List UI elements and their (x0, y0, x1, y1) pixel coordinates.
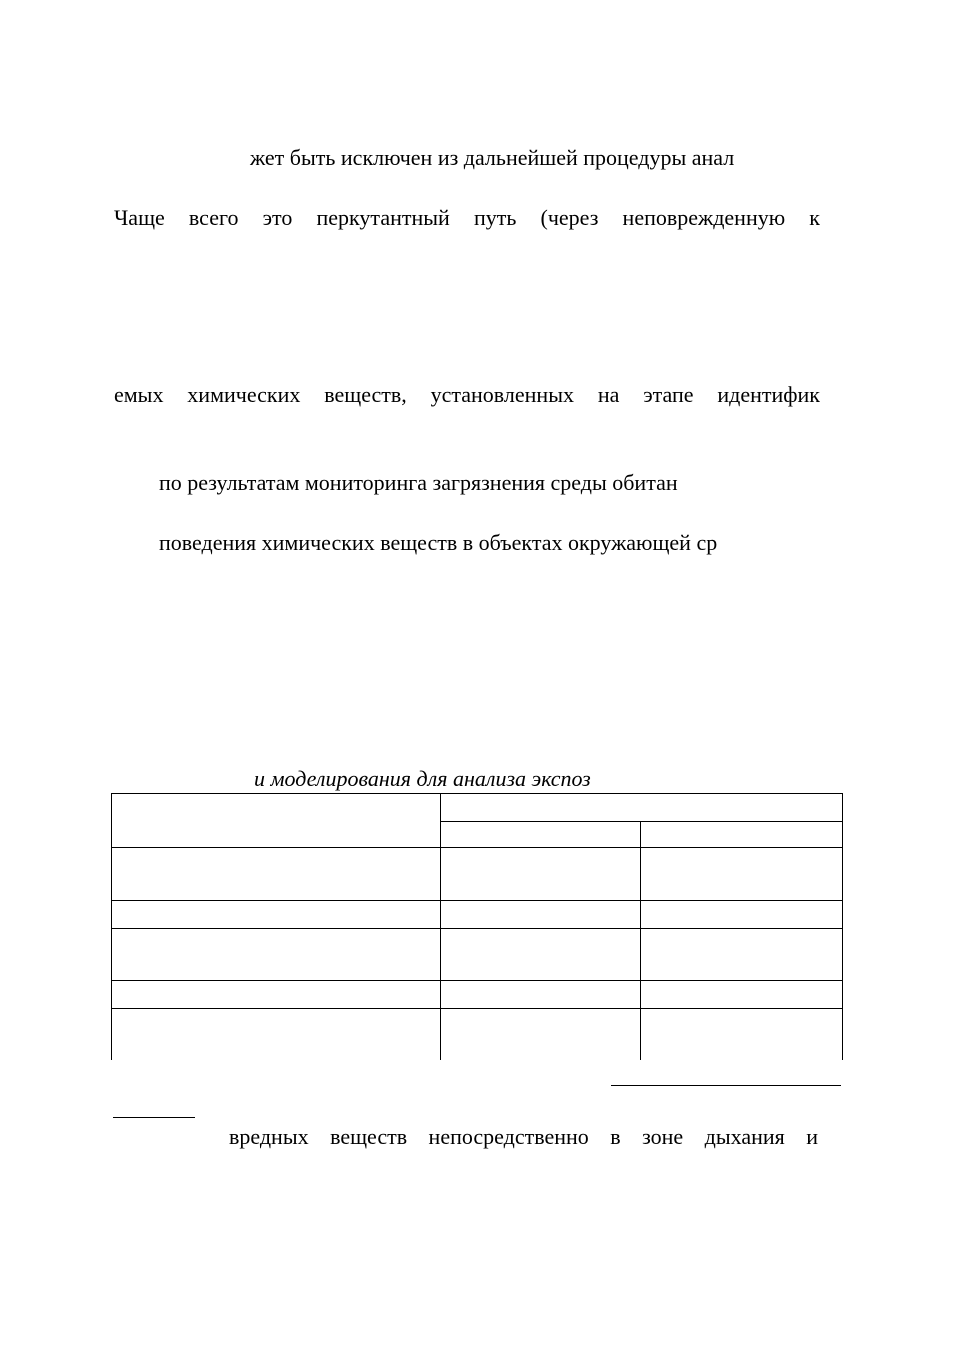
table-row-divider (111, 1008, 842, 1009)
table-border-left (111, 793, 112, 1060)
footnote-rule (113, 1117, 195, 1118)
paragraph-line-4: по результатам мониторинга загрязнения среды обитан (159, 470, 678, 495)
paragraph-line-1: жет быть исключен из дальнейшей процедуры анал (250, 145, 735, 170)
separator-rule (611, 1085, 841, 1086)
table-row-divider (111, 928, 842, 929)
table-border-top (111, 793, 842, 794)
table-header-bottom (111, 847, 842, 848)
table-header-divider (440, 821, 842, 822)
table-border-right (842, 793, 843, 1060)
paragraph-line-5: поведения химических веществ в объектах окружающей ср (159, 530, 718, 555)
table-column-divider (640, 821, 641, 1060)
table-column-divider (440, 793, 441, 1060)
paragraph-line-2: Чаще всего это перкутантный путь (через неповрежденную к (114, 205, 820, 230)
footnote-line: вредных веществ непосредственно в зоне дыхания и (229, 1124, 818, 1149)
table-caption: и моделирования для анализа экспоз (254, 766, 591, 791)
table-row-divider (111, 900, 842, 901)
table-row-divider (111, 980, 842, 981)
paragraph-line-3: емых химических веществ, установленных на этапе идентифик (114, 382, 820, 407)
